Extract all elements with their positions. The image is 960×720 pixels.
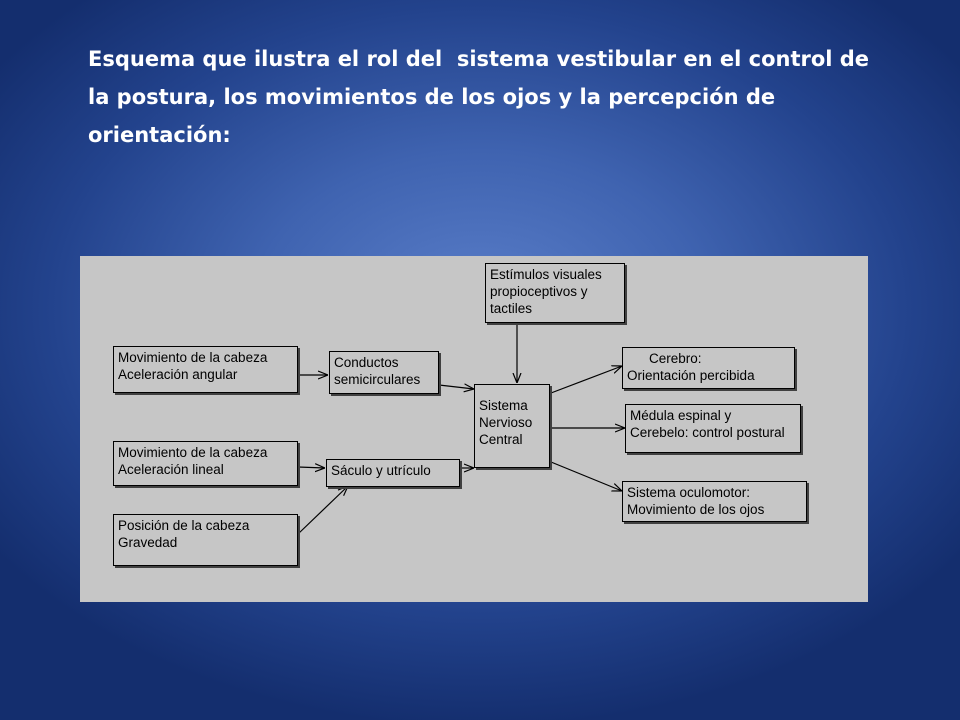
arrow-cns-to-eyes — [551, 462, 622, 491]
title-line-1: Esquema que ilustra el rol del sistema vestibular en el control de — [88, 47, 870, 71]
vestibular-diagram — [80, 256, 868, 602]
box-oculomotor-system: Sistema oculomotor: Movimiento de los ojos — [622, 481, 807, 522]
arrow-linear-to-otoliths — [298, 467, 325, 468]
arrow-canals-to-cns — [439, 385, 474, 389]
title-line-2: la postura, los movimientos de los ojos y la percepción de — [88, 85, 776, 109]
box-other-stimuli: Estímulos visuales propioceptivos y tactiles — [485, 263, 625, 323]
box-head-movement-angular: Movimiento de la cabeza Aceleración angular — [113, 346, 298, 393]
arrow-gravity-to-otoliths — [298, 486, 348, 534]
box-head-position-gravity: Posición de la cabeza Gravedad — [113, 514, 298, 566]
title-line-3: orientación: — [88, 123, 231, 147]
box-brain-orientation: Cerebro: Orientación percibida — [622, 347, 795, 389]
box-central-nervous-system: Sistema Nervioso Central — [474, 384, 550, 468]
arrow-cns-to-perception — [551, 366, 622, 393]
box-spinal-cord-cerebellum: Médula espinal y Cerebelo: control postural — [625, 404, 801, 453]
box-saccule-utricle: Sáculo y utrículo — [326, 459, 460, 487]
box-semicircular-canals: Conductos semicirculares — [329, 351, 439, 394]
box-head-movement-linear: Movimiento de la cabeza Aceleración lineal — [113, 441, 298, 486]
slide-title — [88, 40, 888, 154]
